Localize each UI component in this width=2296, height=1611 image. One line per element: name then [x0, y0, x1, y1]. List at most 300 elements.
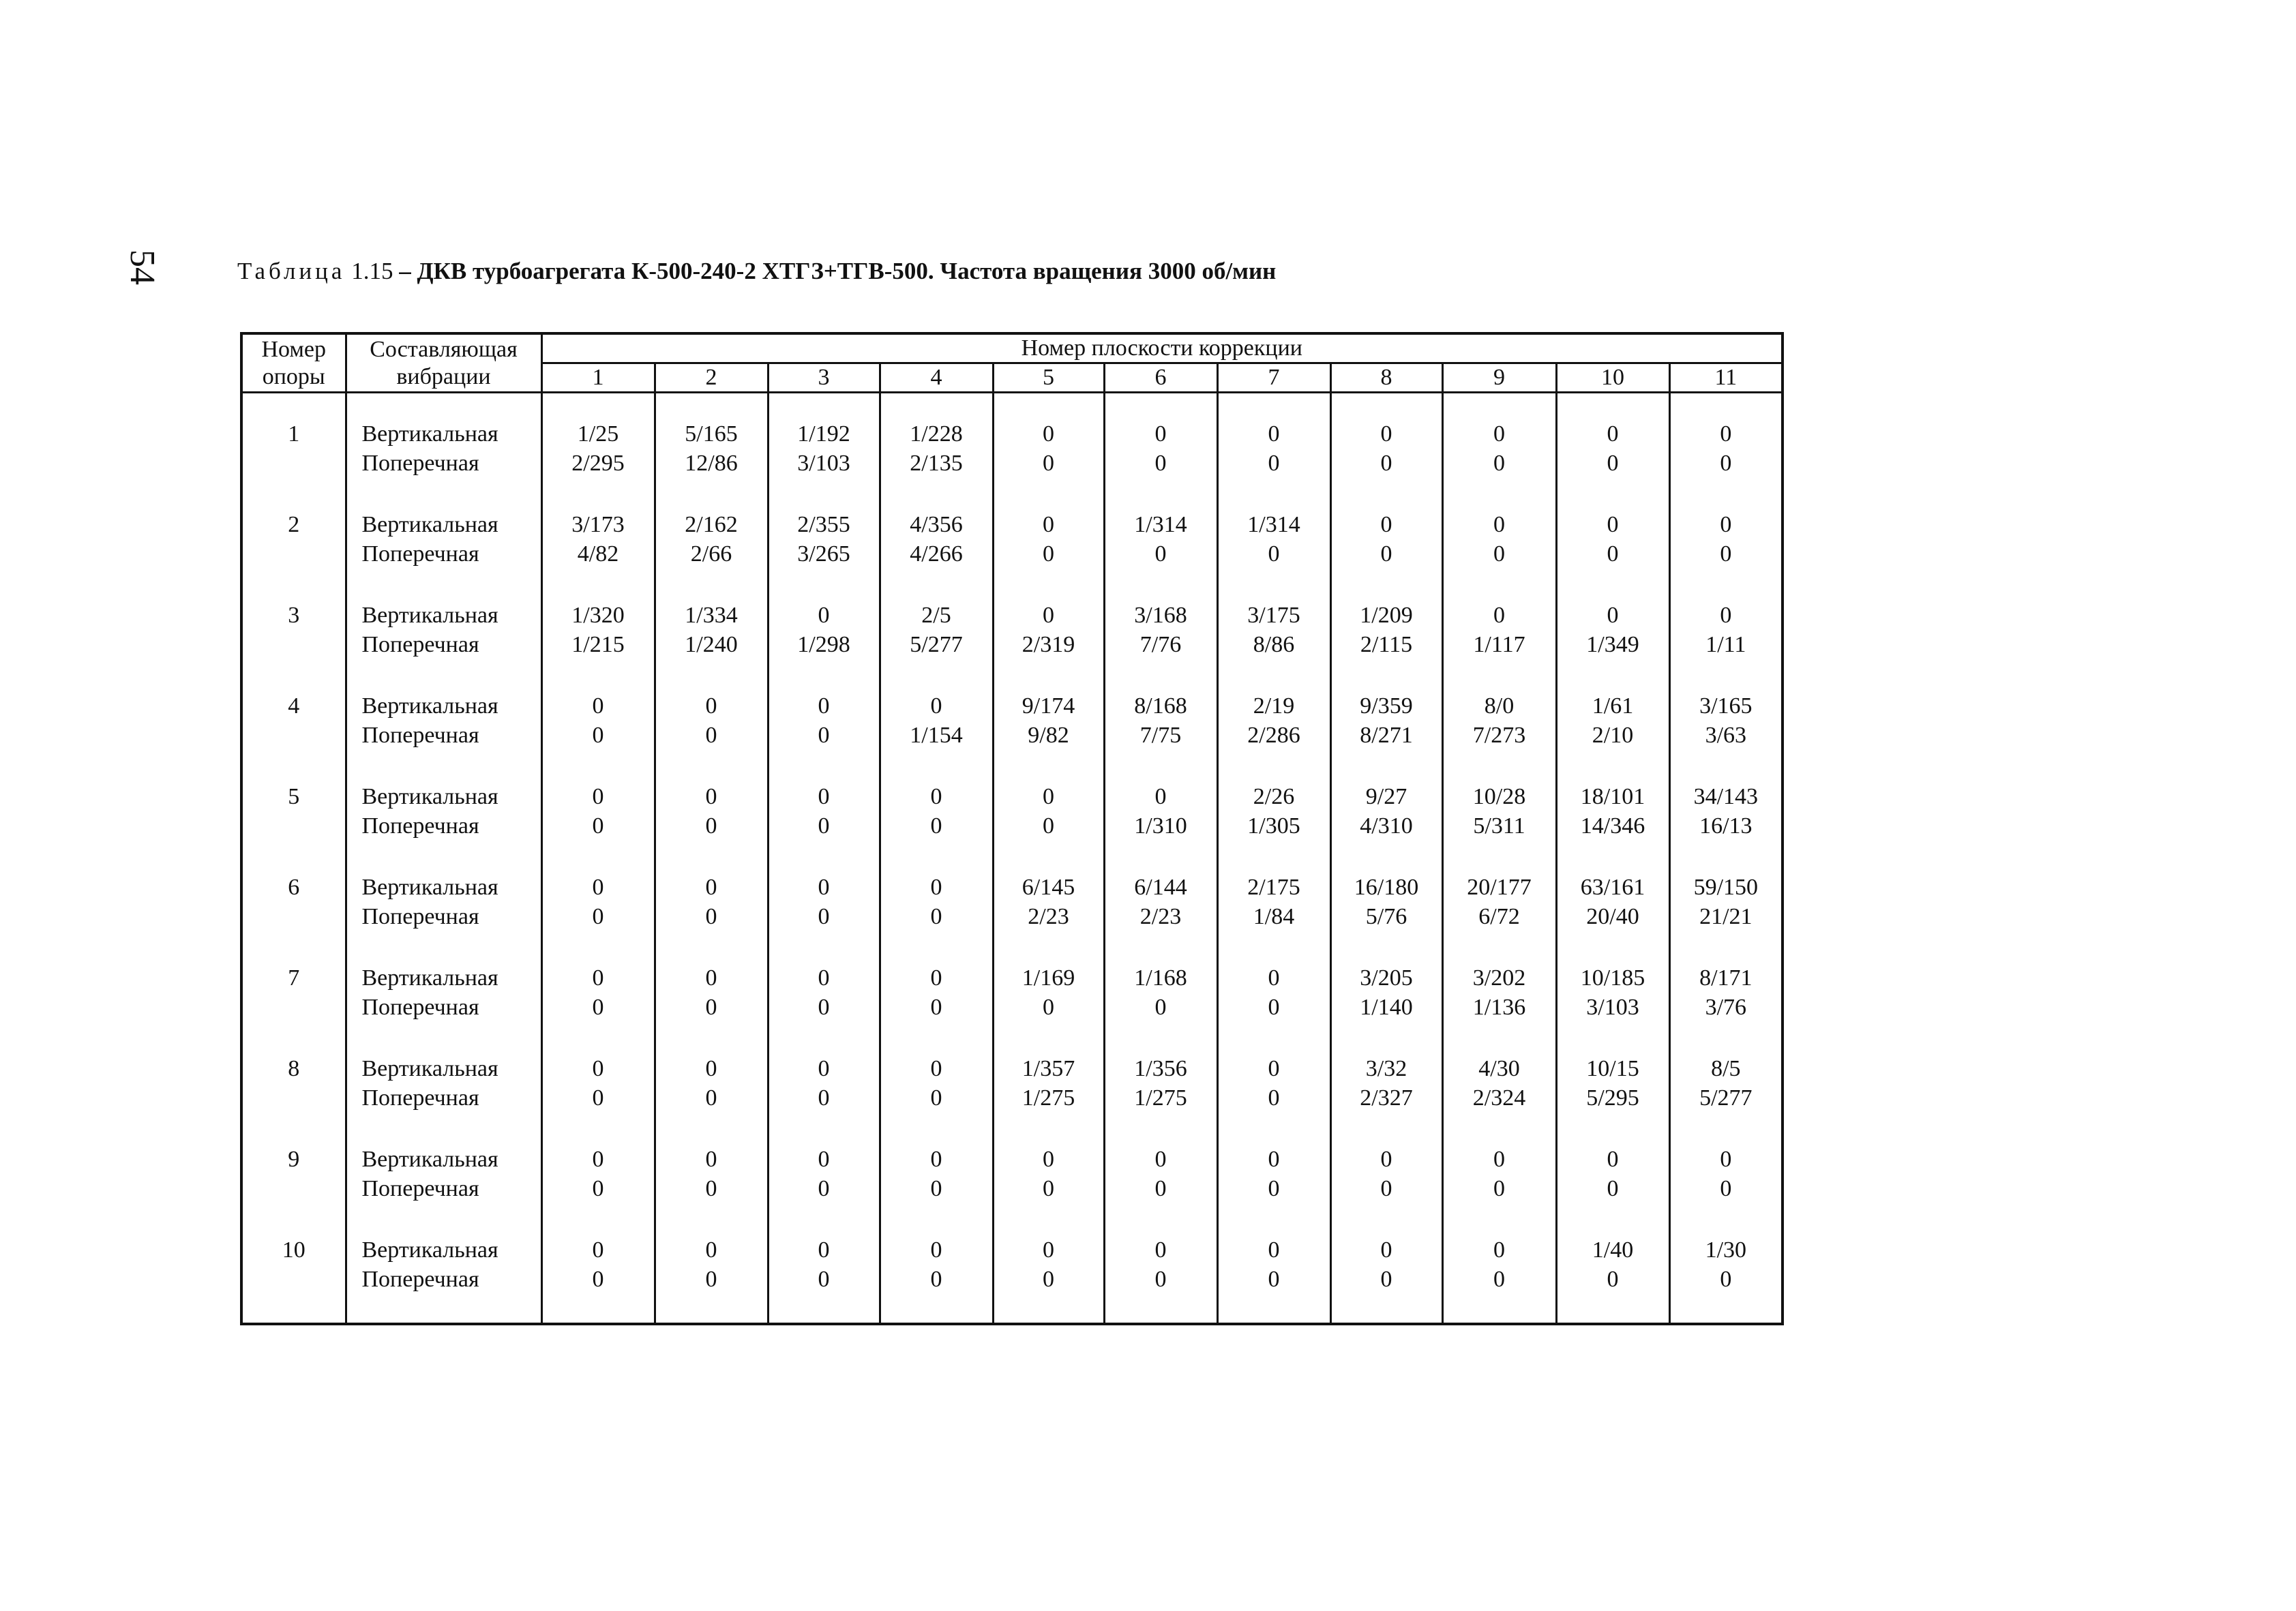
- value-transverse: 0: [592, 904, 604, 929]
- component-vertical: Вертикальная: [361, 421, 498, 447]
- caption-title: – ДКВ турбоагрегата К-500-240-2 ХТГЗ+ТГВ-500. Частота вращения 3000 об/мин: [399, 258, 1277, 284]
- value-transverse: 5/311: [1473, 813, 1525, 839]
- value-cell: [1669, 947, 1783, 1038]
- value-transverse: 4/266: [910, 541, 963, 567]
- value-vertical: 0: [1043, 1147, 1054, 1172]
- value-transverse: 0: [705, 1176, 717, 1201]
- value-cell: [768, 584, 880, 675]
- value-vertical: 2/175: [1247, 875, 1300, 900]
- value-vertical: 0: [705, 693, 717, 719]
- value-vertical: 1/314: [1134, 512, 1187, 537]
- value-vertical: 0: [818, 1147, 830, 1172]
- value-vertical: 0: [1493, 512, 1505, 537]
- value-vertical: 3/205: [1360, 965, 1413, 991]
- value-transverse: 0: [818, 904, 830, 929]
- header-plane: 11: [1669, 363, 1783, 393]
- value-transverse: 4/310: [1360, 813, 1413, 839]
- value-cell: [541, 1038, 655, 1128]
- value-transverse: 3/76: [1705, 995, 1747, 1020]
- value-vertical: 0: [1268, 421, 1280, 447]
- value-vertical: 9/27: [1365, 784, 1407, 809]
- value-transverse: 0: [1720, 1176, 1732, 1201]
- value-transverse: 1/140: [1360, 995, 1413, 1020]
- value-vertical: 5/165: [685, 421, 738, 447]
- value-cell: [1217, 766, 1330, 856]
- value-vertical: 0: [1380, 1147, 1392, 1172]
- value-vertical: 34/143: [1693, 784, 1759, 809]
- value-cell: [1556, 584, 1669, 675]
- value-transverse: 0: [1607, 451, 1619, 476]
- value-cell: [768, 1038, 880, 1128]
- value-cell: [768, 856, 880, 947]
- value-transverse: 0: [1493, 1176, 1505, 1201]
- value-cell: [880, 393, 993, 494]
- value-cell: [655, 1128, 768, 1219]
- component-cell: [346, 856, 541, 947]
- value-vertical: 0: [705, 965, 717, 991]
- value-transverse: 0: [1268, 451, 1280, 476]
- value-cell: [768, 494, 880, 584]
- value-transverse: 2/286: [1247, 723, 1300, 748]
- value-cell: [1556, 856, 1669, 947]
- value-cell: [541, 1219, 655, 1324]
- value-cell: [880, 947, 993, 1038]
- support-number: 4: [241, 675, 346, 766]
- support-number: 6: [241, 856, 346, 947]
- header-plane: 7: [1217, 363, 1330, 393]
- table-row: [241, 947, 1783, 1038]
- value-vertical: 0: [1607, 512, 1619, 537]
- table-row: [241, 1038, 1783, 1128]
- header-component-text: Составляющая вибрации: [370, 336, 518, 389]
- value-vertical: 3/202: [1472, 965, 1526, 991]
- value-vertical: 63/161: [1580, 875, 1645, 900]
- value-cell: [1104, 675, 1217, 766]
- value-cell: [1217, 947, 1330, 1038]
- header-component: [346, 333, 541, 393]
- value-vertical: 0: [1720, 512, 1732, 537]
- value-transverse: 0: [1720, 451, 1732, 476]
- component-vertical: Вертикальная: [361, 965, 498, 991]
- support-number: 2: [241, 494, 346, 584]
- value-cell: [1556, 675, 1669, 766]
- value-cell: [880, 766, 993, 856]
- value-cell: [1556, 1219, 1669, 1324]
- value-cell: [768, 766, 880, 856]
- value-vertical: 10/15: [1586, 1056, 1639, 1081]
- header-plane: 3: [768, 363, 880, 393]
- caption-number: 1.15: [351, 258, 393, 284]
- value-vertical: 2/5: [921, 603, 951, 628]
- component-cell: [346, 1128, 541, 1219]
- table-caption: [237, 255, 1276, 288]
- component-cell: [346, 393, 541, 494]
- support-number: 7: [241, 947, 346, 1038]
- value-transverse: 2/115: [1360, 632, 1413, 657]
- value-vertical: 0: [818, 603, 830, 628]
- value-cell: [541, 584, 655, 675]
- value-transverse: 0: [1154, 451, 1167, 476]
- value-cell: [541, 393, 655, 494]
- value-vertical: 10/28: [1472, 784, 1526, 809]
- value-transverse: 0: [818, 723, 830, 748]
- value-cell: [993, 393, 1104, 494]
- value-vertical: 0: [818, 693, 830, 719]
- value-vertical: 3/32: [1365, 1056, 1407, 1081]
- value-cell: [1669, 856, 1783, 947]
- value-transverse: 1/136: [1472, 995, 1526, 1020]
- page-number: 54: [123, 250, 162, 285]
- value-vertical: 0: [930, 784, 942, 809]
- table-header: [241, 333, 1783, 393]
- value-cell: [1217, 584, 1330, 675]
- value-transverse: 2/319: [1022, 632, 1075, 657]
- value-transverse: 0: [930, 813, 942, 839]
- value-transverse: 7/273: [1472, 723, 1526, 748]
- value-cell: [655, 494, 768, 584]
- value-vertical: 0: [705, 1056, 717, 1081]
- value-cell: [541, 1128, 655, 1219]
- value-transverse: 0: [1380, 1176, 1392, 1201]
- value-cell: [880, 494, 993, 584]
- value-transverse: 0: [1043, 813, 1054, 839]
- value-vertical: 18/101: [1580, 784, 1645, 809]
- value-vertical: 4/356: [910, 512, 963, 537]
- value-cell: [993, 494, 1104, 584]
- value-cell: [993, 584, 1104, 675]
- value-transverse: 0: [705, 1267, 717, 1292]
- value-vertical: 8/168: [1134, 693, 1187, 719]
- value-cell: [541, 947, 655, 1038]
- value-transverse: 1/275: [1134, 1085, 1187, 1111]
- value-vertical: 0: [930, 1237, 942, 1263]
- value-vertical: 8/0: [1484, 693, 1515, 719]
- value-transverse: 0: [1043, 541, 1054, 567]
- value-transverse: 0: [1154, 1176, 1167, 1201]
- value-vertical: 10/185: [1580, 965, 1645, 991]
- component-transverse: Поперечная: [361, 632, 479, 657]
- value-cell: [880, 856, 993, 947]
- value-vertical: 0: [1493, 1147, 1505, 1172]
- value-cell: [1104, 1038, 1217, 1128]
- value-cell: [880, 1128, 993, 1219]
- header-plane: 9: [1442, 363, 1556, 393]
- component-cell: [346, 1219, 541, 1324]
- value-cell: [1330, 584, 1442, 675]
- value-vertical: 0: [1043, 421, 1054, 447]
- value-vertical: 2/26: [1253, 784, 1295, 809]
- value-transverse: 0: [1493, 541, 1505, 567]
- value-cell: [1104, 947, 1217, 1038]
- value-vertical: 0: [1607, 1147, 1619, 1172]
- value-transverse: 2/324: [1472, 1085, 1526, 1111]
- value-vertical: 2/355: [797, 512, 850, 537]
- value-transverse: 0: [818, 1176, 830, 1201]
- value-transverse: 4/82: [577, 541, 619, 567]
- value-cell: [993, 947, 1104, 1038]
- table-row: [241, 494, 1783, 584]
- value-vertical: 0: [1720, 421, 1732, 447]
- value-vertical: 1/334: [685, 603, 738, 628]
- component-cell: [346, 947, 541, 1038]
- value-transverse: 0: [1043, 995, 1054, 1020]
- value-vertical: 1/228: [910, 421, 963, 447]
- value-vertical: 0: [1493, 1237, 1505, 1263]
- support-number: 10: [241, 1219, 346, 1324]
- component-vertical: Вертикальная: [361, 875, 498, 900]
- value-cell: [1442, 947, 1556, 1038]
- value-vertical: 3/165: [1699, 693, 1753, 719]
- value-vertical: 1/320: [571, 603, 625, 628]
- value-vertical: 4/30: [1478, 1056, 1520, 1081]
- header-plane: 6: [1104, 363, 1217, 393]
- value-cell: [655, 1219, 768, 1324]
- value-vertical: 0: [592, 1147, 604, 1172]
- value-transverse: 5/277: [1699, 1085, 1753, 1111]
- value-cell: [1669, 393, 1783, 494]
- value-cell: [1442, 675, 1556, 766]
- value-transverse: 1/215: [571, 632, 625, 657]
- component-vertical: Вертикальная: [361, 1056, 498, 1081]
- value-vertical: 59/150: [1693, 875, 1759, 900]
- value-cell: [1217, 494, 1330, 584]
- value-transverse: 0: [705, 723, 717, 748]
- value-cell: [880, 675, 993, 766]
- value-transverse: 1/84: [1253, 904, 1295, 929]
- value-cell: [880, 1219, 993, 1324]
- value-cell: [655, 1038, 768, 1128]
- value-transverse: 1/117: [1473, 632, 1525, 657]
- value-vertical: 0: [930, 875, 942, 900]
- value-cell: [541, 766, 655, 856]
- value-transverse: 0: [930, 1085, 942, 1111]
- value-transverse: 0: [592, 1085, 604, 1111]
- value-vertical: 1/192: [797, 421, 850, 447]
- value-transverse: 14/346: [1580, 813, 1645, 839]
- value-vertical: 0: [1043, 512, 1054, 537]
- value-transverse: 2/327: [1360, 1085, 1413, 1111]
- value-transverse: 3/63: [1705, 723, 1747, 748]
- value-cell: [768, 393, 880, 494]
- value-transverse: 0: [1268, 1267, 1280, 1292]
- value-cell: [880, 584, 993, 675]
- value-transverse: 0: [1607, 541, 1619, 567]
- component-cell: [346, 494, 541, 584]
- value-cell: [1330, 1038, 1442, 1128]
- value-cell: [1669, 584, 1783, 675]
- value-transverse: 20/40: [1586, 904, 1639, 929]
- value-cell: [1442, 1128, 1556, 1219]
- value-vertical: 0: [1043, 1237, 1054, 1263]
- value-transverse: 0: [1043, 1176, 1054, 1201]
- table-row: [241, 584, 1783, 675]
- value-transverse: 1/349: [1586, 632, 1639, 657]
- value-cell: [1104, 1128, 1217, 1219]
- value-vertical: 1/169: [1022, 965, 1075, 991]
- value-cell: [1330, 947, 1442, 1038]
- value-vertical: 1/25: [577, 421, 619, 447]
- header-plane: 4: [880, 363, 993, 393]
- value-transverse: 0: [930, 1267, 942, 1292]
- value-vertical: 6/145: [1022, 875, 1075, 900]
- value-transverse: 0: [1607, 1176, 1619, 1201]
- component-vertical: Вертикальная: [361, 1237, 498, 1263]
- value-transverse: 0: [1380, 451, 1392, 476]
- component-vertical: Вертикальная: [361, 603, 498, 628]
- component-transverse: Поперечная: [361, 995, 479, 1020]
- value-vertical: 16/180: [1354, 875, 1419, 900]
- value-transverse: 9/82: [1028, 723, 1069, 748]
- value-vertical: 0: [818, 1056, 830, 1081]
- value-vertical: 0: [1154, 1147, 1167, 1172]
- value-transverse: 0: [705, 904, 717, 929]
- value-cell: [1104, 494, 1217, 584]
- header-plane: 2: [655, 363, 768, 393]
- value-vertical: 1/30: [1705, 1237, 1747, 1263]
- value-transverse: 1/275: [1022, 1085, 1075, 1111]
- value-transverse: 0: [1380, 541, 1392, 567]
- value-cell: [993, 766, 1104, 856]
- value-vertical: 1/314: [1247, 512, 1300, 537]
- component-transverse: Поперечная: [361, 1085, 479, 1111]
- value-cell: [541, 675, 655, 766]
- value-transverse: 2/295: [571, 451, 625, 476]
- value-transverse: 0: [1268, 995, 1280, 1020]
- value-cell: [1330, 766, 1442, 856]
- value-cell: [1104, 856, 1217, 947]
- value-cell: [1556, 947, 1669, 1038]
- value-vertical: 0: [1268, 1237, 1280, 1263]
- value-vertical: 0: [705, 875, 717, 900]
- value-cell: [1669, 766, 1783, 856]
- value-cell: [1442, 393, 1556, 494]
- value-vertical: 2/19: [1253, 693, 1295, 719]
- value-transverse: 0: [1268, 1176, 1280, 1201]
- value-transverse: 0: [930, 904, 942, 929]
- value-transverse: 8/271: [1360, 723, 1413, 748]
- header-support-text: Номер опоры: [261, 336, 326, 389]
- value-transverse: 16/13: [1699, 813, 1753, 839]
- value-transverse: 7/75: [1139, 723, 1182, 748]
- value-cell: [1217, 675, 1330, 766]
- table-row: [241, 1219, 1783, 1324]
- value-transverse: 0: [592, 995, 604, 1020]
- value-vertical: 0: [818, 875, 830, 900]
- value-vertical: 8/171: [1699, 965, 1753, 991]
- value-transverse: 1/11: [1705, 632, 1746, 657]
- value-cell: [768, 1219, 880, 1324]
- value-transverse: 0: [1154, 1267, 1167, 1292]
- value-cell: [541, 856, 655, 947]
- support-number: 1: [241, 393, 346, 494]
- header-plane: 5: [993, 363, 1104, 393]
- value-transverse: 0: [1043, 1267, 1054, 1292]
- component-cell: [346, 584, 541, 675]
- value-vertical: 1/40: [1592, 1237, 1634, 1263]
- value-vertical: 1/61: [1592, 693, 1634, 719]
- value-transverse: 2/23: [1139, 904, 1182, 929]
- value-vertical: 0: [930, 965, 942, 991]
- value-vertical: 2/162: [685, 512, 738, 537]
- value-cell: [1104, 393, 1217, 494]
- value-cell: [1330, 393, 1442, 494]
- component-transverse: Поперечная: [361, 451, 479, 476]
- header-plane: 8: [1330, 363, 1442, 393]
- value-vertical: 0: [705, 1237, 717, 1263]
- value-vertical: 0: [705, 1147, 717, 1172]
- value-transverse: 6/72: [1478, 904, 1520, 929]
- value-vertical: 0: [1607, 603, 1619, 628]
- value-transverse: 1/298: [797, 632, 850, 657]
- value-cell: [1104, 584, 1217, 675]
- value-transverse: 1/310: [1134, 813, 1187, 839]
- value-cell: [1556, 1128, 1669, 1219]
- value-transverse: 0: [930, 995, 942, 1020]
- value-transverse: 0: [592, 1267, 604, 1292]
- value-vertical: 0: [592, 693, 604, 719]
- value-cell: [655, 675, 768, 766]
- component-transverse: Поперечная: [361, 1267, 479, 1292]
- value-cell: [768, 675, 880, 766]
- value-cell: [1330, 856, 1442, 947]
- value-vertical: 0: [1043, 603, 1054, 628]
- value-vertical: 0: [1720, 1147, 1732, 1172]
- value-cell: [1669, 494, 1783, 584]
- table-body: [241, 393, 1783, 1325]
- value-vertical: 0: [1493, 421, 1505, 447]
- value-cell: [655, 766, 768, 856]
- value-transverse: 2/66: [690, 541, 732, 567]
- value-cell: [1442, 766, 1556, 856]
- value-vertical: 0: [1380, 512, 1392, 537]
- value-cell: [1104, 766, 1217, 856]
- table-row: [241, 393, 1783, 494]
- value-vertical: 9/174: [1022, 693, 1075, 719]
- value-transverse: 2/135: [910, 451, 963, 476]
- value-cell: [655, 393, 768, 494]
- value-cell: [1669, 1219, 1783, 1324]
- table-row: [241, 766, 1783, 856]
- value-transverse: 21/21: [1699, 904, 1753, 929]
- value-cell: [1669, 675, 1783, 766]
- value-cell: [1330, 1219, 1442, 1324]
- value-cell: [655, 947, 768, 1038]
- component-cell: [346, 675, 541, 766]
- value-cell: [1330, 675, 1442, 766]
- support-number: 3: [241, 584, 346, 675]
- value-cell: [655, 856, 768, 947]
- value-vertical: 1/356: [1134, 1056, 1187, 1081]
- value-vertical: 1/168: [1134, 965, 1187, 991]
- value-transverse: 0: [1043, 451, 1054, 476]
- value-transverse: 0: [705, 1085, 717, 1111]
- value-cell: [1217, 1219, 1330, 1324]
- value-transverse: 0: [1380, 1267, 1392, 1292]
- value-transverse: 5/277: [910, 632, 963, 657]
- value-transverse: 2/10: [1592, 723, 1634, 748]
- value-transverse: 2/23: [1028, 904, 1069, 929]
- component-vertical: Вертикальная: [361, 784, 498, 809]
- value-vertical: 0: [1720, 603, 1732, 628]
- header-plane: 10: [1556, 363, 1669, 393]
- caption-label: Таблица: [237, 258, 346, 284]
- value-cell: [1669, 1128, 1783, 1219]
- value-transverse: 5/76: [1365, 904, 1407, 929]
- value-cell: [1330, 494, 1442, 584]
- value-cell: [1556, 494, 1669, 584]
- value-vertical: 0: [1268, 1056, 1280, 1081]
- support-number: 8: [241, 1038, 346, 1128]
